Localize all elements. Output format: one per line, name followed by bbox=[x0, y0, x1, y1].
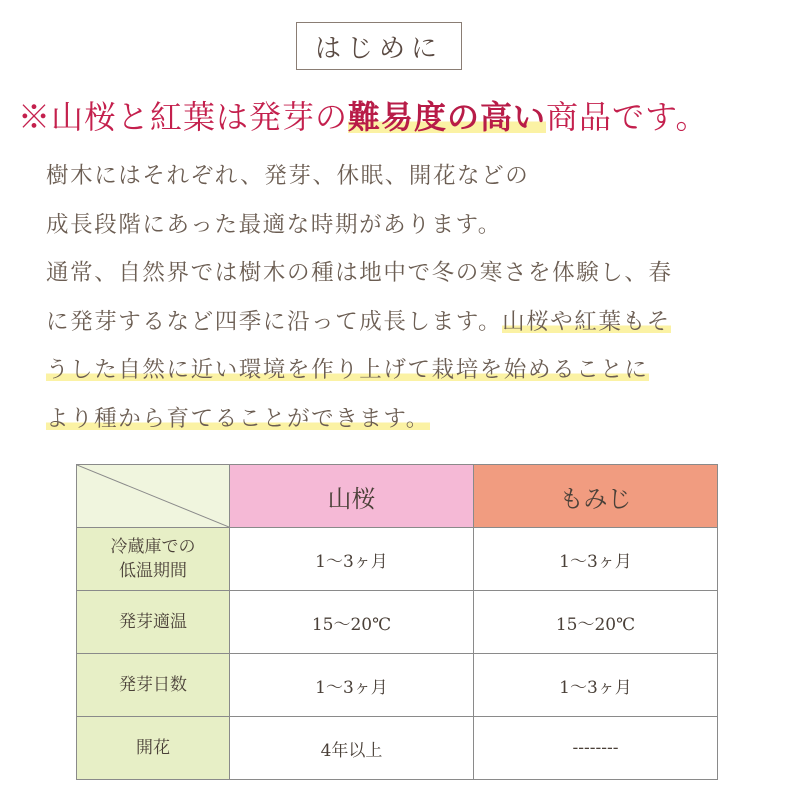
headline-highlight: 難易度の高い bbox=[348, 98, 547, 136]
table-header-row bbox=[77, 465, 718, 528]
warning-headline bbox=[18, 92, 800, 142]
row-header: 開花 bbox=[77, 717, 230, 780]
headline-prefix: ※山桜と紅葉は発芽の bbox=[18, 98, 349, 136]
row-header: 発芽適温 bbox=[77, 591, 230, 654]
table-cell: 1〜3ヶ月 bbox=[230, 654, 474, 717]
paragraph-line bbox=[46, 346, 766, 395]
table-cell: 15〜20℃ bbox=[474, 591, 718, 654]
paragraph-line bbox=[46, 395, 766, 444]
paragraph-line: 樹木にはそれぞれ、発芽、休眠、開花などの bbox=[46, 163, 530, 189]
table-row bbox=[77, 591, 718, 654]
germination-table bbox=[76, 464, 718, 780]
intro-paragraph bbox=[46, 152, 766, 443]
corner-cell bbox=[77, 465, 230, 528]
table-row bbox=[77, 717, 718, 780]
table-cell: 1〜3ヶ月 bbox=[230, 528, 474, 591]
table-cell: 4年以上 bbox=[230, 717, 474, 780]
paragraph-highlight: 山桜や紅葉もそ bbox=[502, 308, 671, 335]
paragraph-highlight: より種から育てることができます。 bbox=[46, 405, 430, 432]
paragraph-line bbox=[46, 298, 766, 347]
section-title: はじめに bbox=[296, 22, 462, 70]
table-cell: 15〜20℃ bbox=[230, 591, 474, 654]
table-cell: 1〜3ヶ月 bbox=[474, 528, 718, 591]
table-row bbox=[77, 654, 718, 717]
row-label: 低温期間 bbox=[119, 561, 187, 581]
row-header bbox=[77, 528, 230, 591]
row-label: 冷蔵庫での bbox=[110, 537, 196, 557]
column-header-momiji: もみじ bbox=[474, 465, 718, 528]
paragraph-highlight: うした自然に近い環境を作り上げて栽培を始めることに bbox=[46, 357, 649, 383]
column-header-yamazakura: 山桜 bbox=[230, 465, 474, 528]
table-cell: -------- bbox=[474, 717, 718, 780]
table-cell: 1〜3ヶ月 bbox=[474, 654, 718, 717]
paragraph-text: に発芽するなど四季に沿って成長します。 bbox=[46, 308, 503, 335]
table-row bbox=[77, 528, 718, 591]
headline-suffix: 商品です。 bbox=[546, 98, 709, 136]
paragraph-line: 成長段階にあった最適な時期があります。 bbox=[46, 211, 502, 238]
paragraph-line: 通常、自然界では樹木の種は地中で冬の寒さを体験し、春 bbox=[46, 260, 673, 286]
row-header: 発芽日数 bbox=[77, 654, 230, 717]
diagonal-line-icon bbox=[77, 465, 229, 527]
